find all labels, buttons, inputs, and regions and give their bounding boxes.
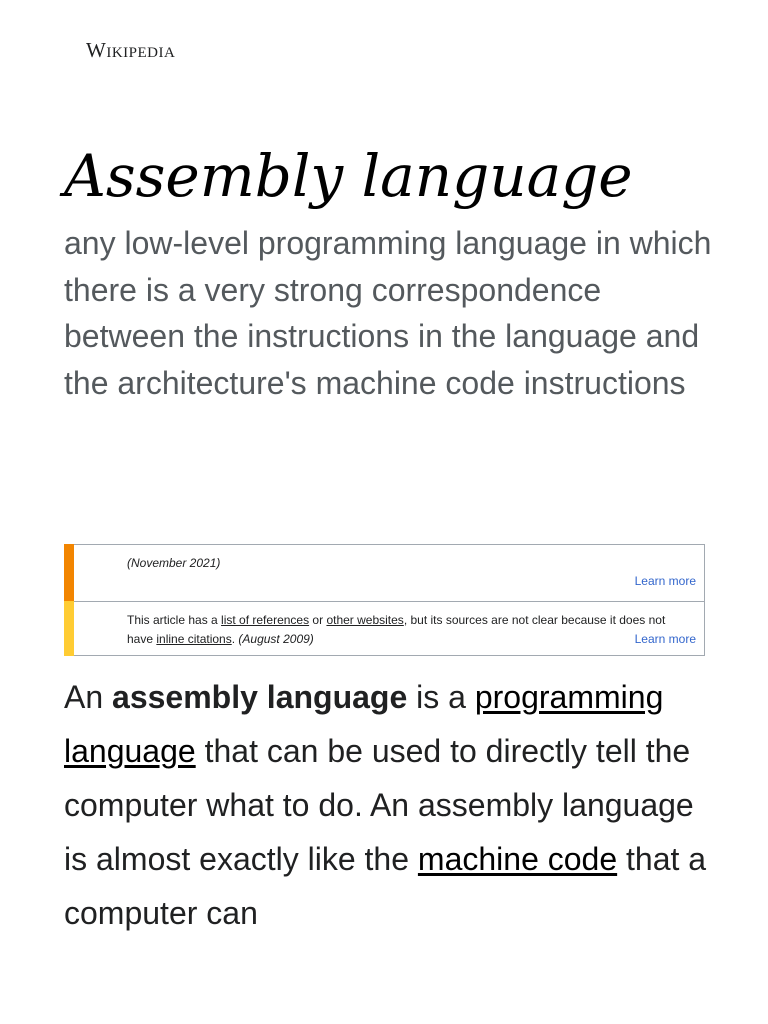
after-bold: is a bbox=[407, 679, 475, 715]
maintenance-notices bbox=[64, 544, 705, 656]
notice-1-learn-more-link[interactable]: Learn more bbox=[634, 574, 696, 588]
notice-2-date: (August 2009) bbox=[238, 632, 314, 646]
notice-1-date: (November 2021) bbox=[127, 556, 221, 570]
after-link-2: that a computer can bbox=[64, 841, 707, 931]
machine-code-link[interactable]: machine code bbox=[417, 841, 618, 877]
notice-2 bbox=[65, 601, 704, 655]
notice-2-text-end: . bbox=[231, 632, 239, 646]
notice-1-text bbox=[127, 554, 694, 573]
article-intro-paragraph bbox=[64, 670, 714, 940]
notice-2-text-mid1: or bbox=[309, 613, 327, 627]
after-link-1: that can be used to directly tell the computer what to do. An assembly language is almost exactly like the bbox=[64, 733, 694, 877]
notice-2-text-prefix: This article has a bbox=[127, 613, 222, 627]
notice-2-text bbox=[127, 611, 694, 649]
other-websites-link[interactable]: other websites bbox=[326, 613, 404, 627]
notice-2-text-mid2: , but its sources are not clear because it does not have bbox=[127, 613, 666, 646]
page-description: any low-level programming language in which there is a very strong correspondence between the instructions in the language and the architecture's machine code instructions bbox=[64, 225, 712, 401]
notice-1 bbox=[65, 545, 704, 601]
programming-language-link[interactable]: programming language bbox=[64, 679, 664, 769]
wikipedia-wordmark[interactable]: Wikipedia bbox=[86, 38, 176, 62]
notice-2-stripe bbox=[64, 601, 74, 656]
notice-1-stripe bbox=[64, 544, 74, 602]
notice-2-learn-more-link[interactable]: Learn more bbox=[634, 632, 696, 646]
header bbox=[86, 38, 175, 68]
list-of-references-link[interactable]: list of references bbox=[221, 613, 310, 627]
intro-start: An bbox=[64, 679, 113, 715]
bold-term: assembly language bbox=[112, 679, 408, 715]
title-block bbox=[64, 140, 724, 406]
page-title: Assembly language bbox=[64, 142, 633, 210]
inline-citations-link[interactable]: inline citations bbox=[156, 632, 232, 646]
